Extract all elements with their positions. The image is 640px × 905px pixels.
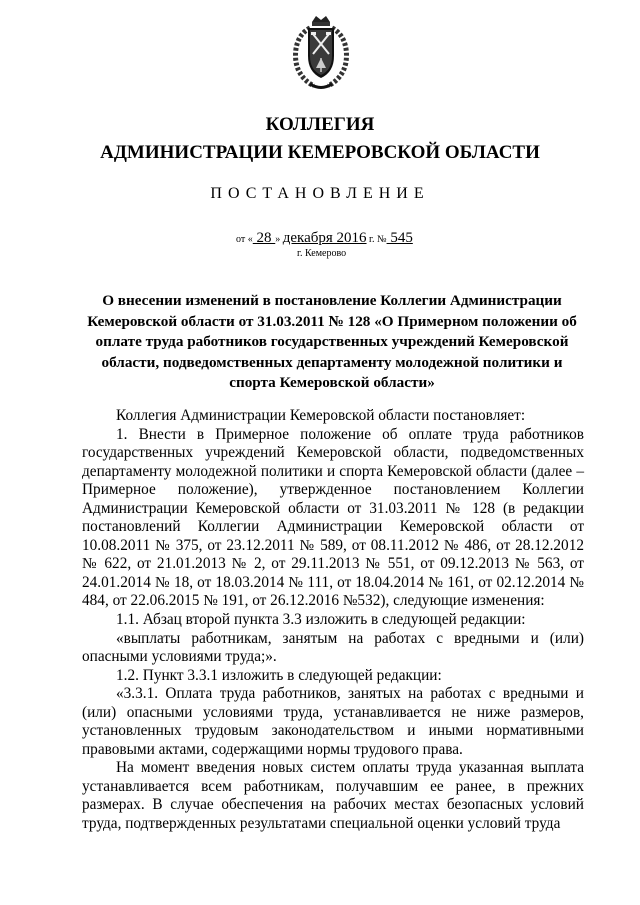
document-body	[82, 407, 584, 834]
date-month-year: декабря 2016	[282, 230, 367, 246]
org-name-line1: КОЛЛЕГИЯ	[265, 114, 375, 135]
city-label: г. Кемерово	[297, 248, 347, 259]
date-prefix: от «	[236, 234, 253, 245]
paragraph: 1.2. Пункт 3.3.1 изложить в следующей редакции:	[116, 666, 442, 684]
paragraph: На момент введения новых систем оплаты труда указанная выплата устанавливается всем работникам, получавшим ее ранее, в прежних размерах. В случае обеспечения на рабочих местах безопасных условий труда, подтвержденных результатами специальной оценки условий труда	[82, 759, 584, 833]
date-day: 28	[252, 230, 276, 246]
coat-of-arms-icon	[290, 12, 352, 92]
document-title: О внесении изменений в постановление Коллегии Администрации Кемеровской области от 31.03.2011 № 128 «О Примерном положении об оплате труда работников государственных учреждений Кемеровской области, подведомственных департаменту молодежной политики и спорта Кемеровской области»	[87, 292, 577, 391]
paragraph: 1.1. Абзац второй пункта 3.3 изложить в следующей редакции:	[116, 611, 526, 629]
paragraph: Коллегия Администрации Кемеровской области постановляет:	[116, 407, 526, 424]
paragraph: «выплаты работникам, занятым на работах с вредными и (или) опасными условиями труда;».	[82, 629, 584, 666]
paragraph: 1. Внести в Примерное положение об оплате труда работников государственных учреждений Кемеровской области, подведомственных департаменту молодежной политики и спорта Кемеровской области (далее – Примерное положение), утвержденное постановлением Коллегии Администрации Кемеровской области от 31.03.2011 № 128 (в редакции постановлений Коллегии Администрации Кемеровской области от 10.08.2011 № 375, от 23.12.2011 № 589, от 08.11.2012 № 486, от 28.12.2012 № 622, от 21.01.2013 № 2, от 29.11.2013 № 551, от 09.12.2013 № 563, от 24.01.2014 № 18, от 18.03.2014 № 111, от 18.04.2014 № 161, от 02.12.2014 № 484, от 22.06.2015 № 191, от 26.12.2016 №532), следующие изменения:	[82, 425, 584, 610]
document-number: 545	[386, 230, 413, 246]
date-mid: »	[275, 234, 283, 245]
org-name-line2: АДМИНИСТРАЦИИ КЕМЕРОВСКОЙ ОБЛАСТИ	[100, 142, 540, 163]
date-suffix: г. №	[366, 234, 387, 245]
document-date-number	[236, 230, 413, 247]
paragraph: «3.3.1. Оплата труда работников, занятых на работах с вредными и (или) опасными условиями труда, устанавливается не ниже размеров, установленных трудовым законодательством и иными нормативными правовыми актами, содержащими нормы трудового права.	[82, 685, 584, 758]
document-type: ПОСТАНОВЛЕНИЕ	[210, 185, 430, 202]
